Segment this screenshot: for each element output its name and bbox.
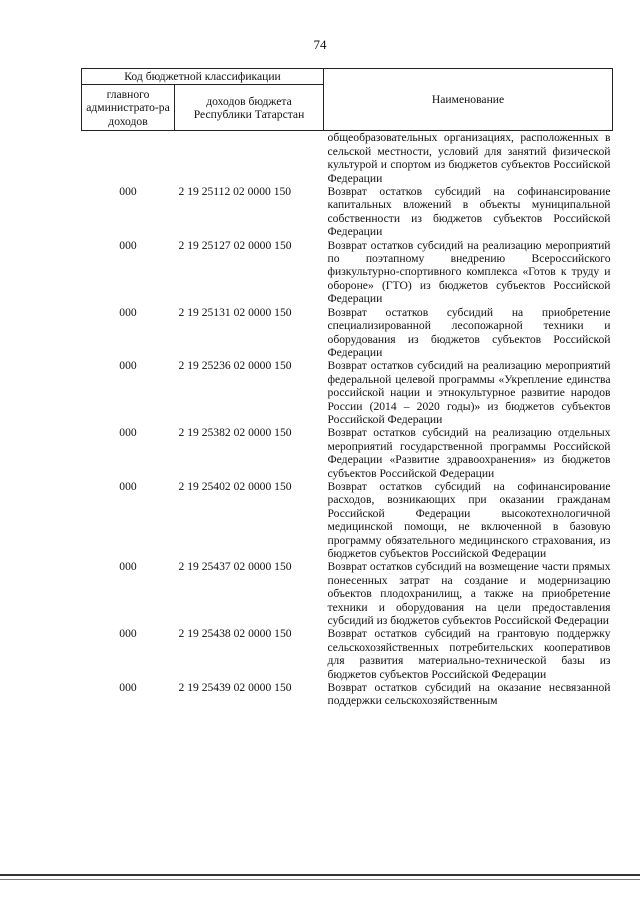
admin-cell: 000	[119, 185, 137, 199]
table-row	[82, 426, 613, 480]
code-cell: 2 19 25112 02 0000 150	[178, 185, 292, 199]
header-admin: главного администрато-ра доходов	[82, 85, 175, 131]
code-cell: 2 19 25402 02 0000 150	[178, 479, 292, 493]
name-cell: Возврат остатков субсидий на возмещение части прямых понесенных затрат на создание и модернизацию объектов плодохранилищ, а также на приобретение техники и оборудования на цели предоставления субсидий из бюджетов субъектов Российской Федерации	[327, 560, 611, 628]
page-bottom-border	[0, 874, 640, 876]
page-number: 74	[313, 37, 327, 52]
code-cell: 2 19 25439 02 0000 150	[178, 681, 292, 695]
table-row	[82, 480, 613, 560]
code-cell: 2 19 25127 02 0000 150	[178, 238, 292, 252]
admin-cell	[82, 131, 175, 185]
admin-cell: 000	[119, 479, 137, 493]
admin-cell: 000	[119, 359, 137, 373]
code-cell: 2 19 25437 02 0000 150	[178, 560, 292, 574]
name-cell: Возврат остатков субсидий на реализацию отдельных мероприятий государственной программы Российской Федерации «Развитие здравоохранения» из бюджетов субъектов Российской Федерации	[327, 426, 611, 480]
name-cell: общеобразовательных организациях, расположенных в сельской местности, условий для занятий физической культурой и спортом из бюджетов субъектов Российской Федерации	[327, 131, 611, 185]
code-cell: 2 19 25131 02 0000 150	[178, 305, 292, 319]
name-cell: Возврат остатков субсидий на реализацию мероприятий по поэтапному внедрению Всероссийского физкультурно-спортивного комплекса «Готов к труду и обороне» (ГТО) из бюджетов субъектов Российской Федерации	[327, 238, 611, 306]
admin-cell: 000	[119, 681, 137, 695]
header-revenue: доходов бюджета Республики Татарстан	[175, 85, 324, 131]
table-row	[82, 359, 613, 426]
admin-cell: 000	[119, 560, 137, 574]
header-code-group: Код бюджетной классификации	[82, 69, 324, 85]
name-cell: Возврат остатков субсидий на грантовую поддержку сельскохозяйственных потребительских кооперативов для развития материально-технической базы из бюджетов субъектов Российской Федерации	[327, 627, 611, 681]
table-row	[82, 239, 613, 306]
name-cell: Возврат остатков субсидий на софинансирование капитальных вложений в объекты муниципальной собственности из бюджетов субъектов Российской Федерации	[327, 185, 611, 239]
name-cell: Возврат остатков субсидий на софинансирование расходов, возникающих при оказании гражданам Российской Федерации высокотехнологичной медицинской помощи, не включенной в базовую программу обязательного медицинского страхования, из бюджетов субъектов Российской Федерации	[327, 479, 611, 560]
admin-cell: 000	[119, 426, 137, 440]
name-cell: Возврат остатков субсидий на реализацию мероприятий федеральной целевой программы «Укрепление единства российской нации и этнокультурное развитие народов России (2014 – 2020 годы)» из бюджетов субъектов Российской Федерации	[327, 359, 611, 426]
code-cell: 2 19 25438 02 0000 150	[178, 627, 292, 641]
admin-cell: 000	[119, 305, 137, 319]
name-cell: Возврат остатков субсидий на приобретение специализированной лесопожарной техники и оборудования из бюджетов субъектов Российской Федерации	[327, 305, 611, 359]
page-bottom-border-secondary	[0, 879, 640, 880]
table-row-continuation	[82, 131, 613, 185]
table-row	[82, 185, 613, 239]
code-cell: 2 19 25236 02 0000 150	[178, 359, 292, 373]
table-row	[82, 627, 613, 681]
table-row	[82, 681, 613, 708]
table-row	[82, 560, 613, 627]
code-cell	[175, 131, 324, 185]
table-row	[82, 306, 613, 360]
name-cell: Возврат остатков субсидий на оказание несвязанной поддержки сельскохозяйственным	[327, 681, 611, 708]
admin-cell: 000	[119, 627, 137, 641]
budget-classification-table	[81, 68, 612, 708]
code-cell: 2 19 25382 02 0000 150	[178, 426, 292, 440]
header-name: Наименование	[324, 69, 613, 131]
admin-cell: 000	[119, 238, 137, 252]
